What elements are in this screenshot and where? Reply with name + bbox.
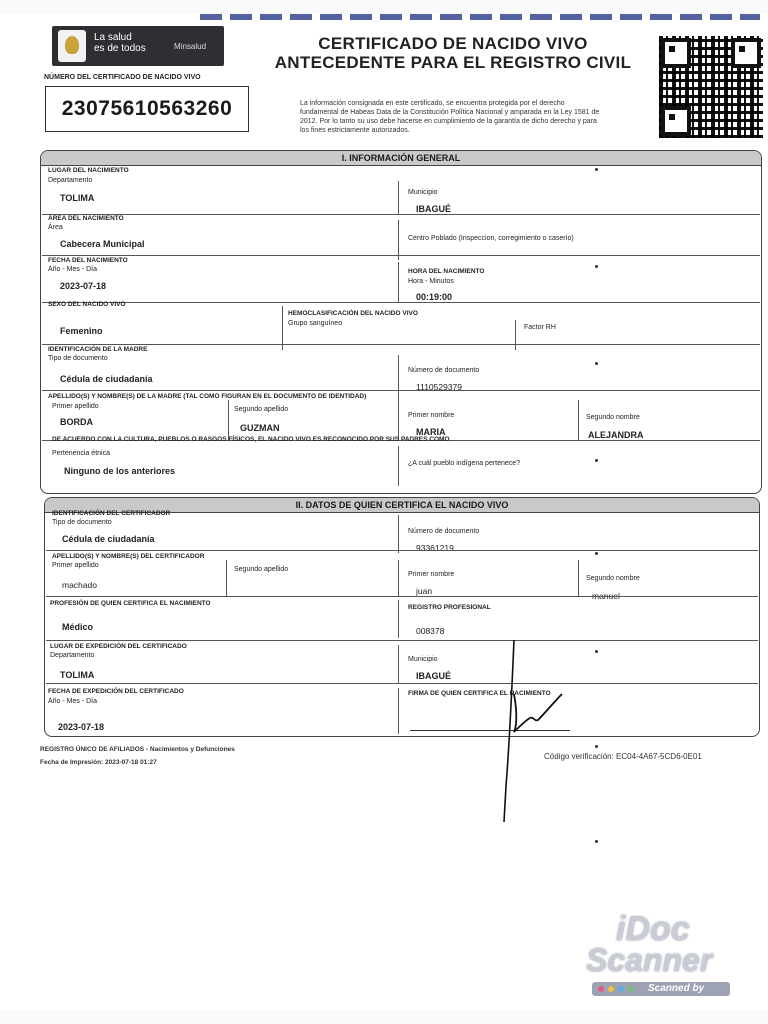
divider bbox=[46, 683, 758, 684]
exp-fecha-sub-label: Año - Mes - Día bbox=[48, 698, 98, 705]
qr-finder-icon bbox=[661, 106, 691, 136]
certifier-tipo-doc-label: Tipo de documento bbox=[52, 519, 112, 526]
divider bbox=[42, 344, 760, 345]
divider bbox=[398, 645, 399, 683]
centro-poblado-label: Centro Poblado (Inspeccion, corregimiento o caserío) bbox=[408, 235, 574, 242]
section-certifier-data bbox=[44, 497, 760, 737]
dot-icon bbox=[628, 986, 634, 992]
divider bbox=[42, 302, 760, 303]
factor-rh-label: Factor RH bbox=[524, 324, 556, 331]
section1-title: I. INFORMACIÓN GENERAL bbox=[41, 151, 761, 166]
divider bbox=[398, 560, 399, 596]
profesion-label: PROFESIÓN DE QUIEN CERTIFICA EL NACIMIENTO bbox=[50, 600, 211, 607]
segundo-apellido-value: GUZMAN bbox=[240, 423, 280, 433]
exp-municipio-label: Municipio bbox=[408, 656, 438, 663]
lugar-nacimiento-label: LUGAR DEL NACIMIENTO bbox=[48, 167, 129, 174]
footer-fecha-impresion: Fecha de Impresión: 2023-07-18 01:27 bbox=[40, 759, 157, 766]
divider bbox=[46, 550, 758, 551]
divider bbox=[398, 688, 399, 734]
etnica-label: Pertenencia étnica bbox=[52, 450, 110, 457]
primer-apellido-value: BORDA bbox=[60, 417, 93, 427]
qr-code bbox=[657, 34, 765, 140]
primer-nombre-value: MARIA bbox=[416, 427, 446, 437]
certifier-primer-apellido-value: machado bbox=[62, 580, 97, 590]
fecha-sub-label: Año - Mes - Día bbox=[48, 266, 98, 273]
divider bbox=[42, 390, 760, 391]
certifier-nombres-label: APELLIDO(S) Y NOMBRE(S) DEL CERTIFICADOR bbox=[52, 553, 205, 560]
logo-ministry: Minsalud bbox=[174, 42, 207, 51]
footer-registro: REGISTRO ÚNICO DE AFILIADOS - Nacimientos y Defunciones bbox=[40, 746, 235, 753]
logo-text: La salud es de todos bbox=[94, 32, 146, 54]
registro-profesional-value: 008378 bbox=[416, 626, 445, 636]
firma-label: FIRMA DE QUIEN CERTIFICA EL NACIMIENTO bbox=[408, 690, 551, 697]
divider bbox=[398, 220, 399, 260]
scan-dot bbox=[595, 459, 598, 462]
madre-id-label: IDENTIFICACIÓN DE LA MADRE bbox=[48, 346, 148, 353]
divider bbox=[398, 355, 399, 400]
certifier-segundo-apellido-label: Segundo apellido bbox=[234, 566, 289, 573]
qr-finder-icon bbox=[731, 38, 761, 68]
certifier-segundo-nombre-label: Segundo nombre bbox=[586, 575, 640, 582]
sexo-value: Femenino bbox=[60, 326, 103, 336]
exp-municipio-value: IBAGUÉ bbox=[416, 671, 452, 681]
sexo-label: SEXO DEL NACIDO VIVO bbox=[48, 301, 126, 308]
certifier-num-doc-value: 93361219 bbox=[416, 543, 454, 553]
section2-title: II. DATOS DE QUIEN CERTIFICA EL NACIDO VIVO bbox=[45, 498, 759, 513]
scan-dot bbox=[595, 168, 598, 171]
hora-sub-label: Hora - Minutos bbox=[408, 278, 454, 285]
segundo-apellido-label: Segundo apellido bbox=[234, 406, 289, 413]
area-sub-label: Área bbox=[48, 224, 63, 231]
divider bbox=[42, 214, 760, 215]
scan-dot bbox=[595, 650, 598, 653]
cultura-label: DE ACUERDO CON LA CULTURA, PUEBLOS O RASGOS FÍSICOS, EL NACIDO VIVO ES RECONOCIDO POR SUS PADRES COMO bbox=[52, 436, 450, 443]
scan-dot bbox=[595, 362, 598, 365]
doc-title-line2: ANTECEDENTE PARA EL REGISTRO CIVIL bbox=[274, 53, 632, 72]
departamento-label: Departamento bbox=[48, 177, 93, 184]
doc-title-line1: CERTIFICADO DE NACIDO VIVO bbox=[318, 34, 588, 53]
certifier-tipo-doc-value: Cédula de ciudadanía bbox=[62, 534, 155, 544]
scan-dot bbox=[595, 745, 598, 748]
area-value: Cabecera Municipal bbox=[60, 239, 145, 249]
cert-number: 23075610563260 bbox=[45, 86, 249, 132]
scan-dot bbox=[595, 552, 598, 555]
tipo-doc-label: Tipo de documento bbox=[48, 355, 108, 362]
hemoclasificacion-label: HEMOCLASIFICACIÓN DEL NACIDO VIVO bbox=[288, 310, 418, 317]
divider bbox=[398, 600, 399, 638]
dot-icon bbox=[598, 986, 604, 992]
primer-nombre-label: Primer nombre bbox=[408, 412, 455, 419]
profesion-value: Médico bbox=[62, 622, 94, 632]
pueblo-indigena-label: ¿A cuál pueblo indígena pertenece? bbox=[408, 460, 521, 467]
hora-value: 00:19:00 bbox=[416, 292, 453, 302]
cert-number-label: NÚMERO DEL CERTIFICADO DE NACIDO VIVO bbox=[44, 74, 201, 81]
num-doc-value: 1110529379 bbox=[416, 382, 463, 392]
signature-icon bbox=[490, 636, 580, 826]
divider bbox=[398, 515, 399, 553]
fecha-nacimiento-label: FECHA DEL NACIMIENTO bbox=[48, 257, 128, 264]
registro-profesional-label: REGISTRO PROFESIONAL bbox=[408, 604, 491, 611]
exp-fecha-value: 2023-07-18 bbox=[58, 722, 105, 732]
grupo-sanguineo-label: Grupo sanguíneo bbox=[288, 320, 343, 327]
area-label: ÁREA DEL NACIMIENTO bbox=[48, 215, 124, 222]
disclaimer-text: La información consignada en este certificado, se encuentra protegida por el derecho fundamental de Habeas Data de la Constitución Política Nacional y amparada en la Ley 1581 de 2012. Por lo tanto su uso debe hacerse en cumplimiento de la garantía de dicho derecho y para los fines estrictamente autorizados. bbox=[300, 100, 600, 134]
divider bbox=[578, 400, 579, 440]
watermark-text: Scanner bbox=[586, 942, 713, 978]
madre-nombres-label: APELLIDO(S) Y NOMBRE(S) DE LA MADRE (TAL COMO FIGURAN EN EL DOCUMENTO DE IDENTIDAD) bbox=[48, 393, 367, 400]
departamento-value: TOLIMA bbox=[60, 193, 95, 203]
divider bbox=[398, 446, 399, 486]
divider bbox=[46, 596, 758, 597]
divider bbox=[398, 181, 399, 214]
etnica-value: Ninguno de los anteriores bbox=[64, 466, 176, 476]
certifier-num-doc-label: Número de documento bbox=[408, 528, 480, 535]
dot-icon bbox=[618, 986, 624, 992]
idoc-scanner-watermark bbox=[586, 910, 736, 1000]
num-doc-label: Número de documento bbox=[408, 367, 480, 374]
scan-dot bbox=[595, 265, 598, 268]
divider bbox=[46, 640, 758, 641]
divider bbox=[578, 560, 579, 596]
tipo-doc-value: Cédula de ciudadanía bbox=[60, 374, 153, 384]
divider bbox=[42, 255, 760, 256]
divider bbox=[228, 400, 229, 440]
exp-departamento-value: TOLIMA bbox=[60, 670, 95, 680]
header-stripe bbox=[200, 14, 760, 20]
divider bbox=[398, 400, 399, 440]
segundo-nombre-label: Segundo nombre bbox=[586, 414, 640, 421]
divider bbox=[515, 320, 516, 350]
divider bbox=[398, 262, 399, 302]
verification-code: Código verificación: EC04-4A67-5CD6-0E01 bbox=[544, 752, 702, 761]
dot-icon bbox=[608, 986, 614, 992]
municipio-label: Municipio bbox=[408, 189, 438, 196]
certifier-primer-nombre-value: juan bbox=[416, 586, 433, 596]
certifier-primer-nombre-label: Primer nombre bbox=[408, 571, 455, 578]
fecha-expedicion-label: FECHA DE EXPEDICIÓN DEL CERTIFICADO bbox=[48, 688, 184, 695]
exp-departamento-label: Departamento bbox=[50, 652, 95, 659]
fecha-value: 2023-07-18 bbox=[60, 281, 107, 291]
certifier-segundo-nombre-value: manuel bbox=[592, 591, 620, 601]
scan-dot bbox=[595, 840, 598, 843]
certifier-id-label: IDENTIFICACIÓN DEL CERTIFICADOR bbox=[52, 510, 171, 517]
primer-apellido-label: Primer apellido bbox=[52, 403, 99, 410]
hora-label: HORA DEL NACIMIENTO bbox=[408, 268, 485, 275]
municipio-value: IBAGUÉ bbox=[416, 204, 452, 214]
divider bbox=[226, 560, 227, 596]
lugar-expedicion-label: LUGAR DE EXPEDICIÓN DEL CERTIFICADO bbox=[50, 643, 187, 650]
qr-finder-icon bbox=[661, 38, 691, 68]
watermark-text: iDoc bbox=[616, 910, 690, 948]
minsalud-logo bbox=[52, 26, 224, 66]
segundo-nombre-value: ALEJANDRA bbox=[588, 430, 644, 440]
certifier-primer-apellido-label: Primer apellido bbox=[52, 562, 99, 569]
coat-of-arms-icon bbox=[58, 30, 86, 62]
watermark-scanned-by: Scanned by bbox=[648, 983, 705, 994]
